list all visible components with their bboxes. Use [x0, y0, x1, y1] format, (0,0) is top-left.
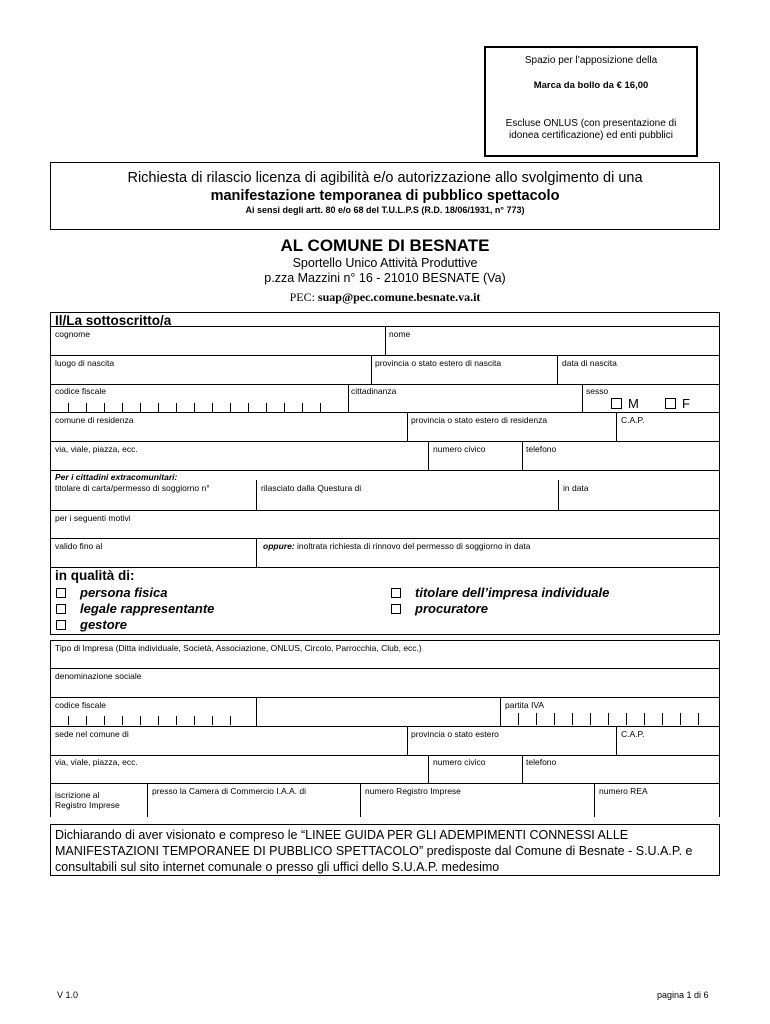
legale-label: legale rappresentante [80, 601, 215, 616]
recipient-name: AL COMUNE DI BESNATE [280, 236, 490, 255]
applicant-section-title: Il/La sottoscritto/a [55, 313, 172, 328]
qualita-legale[interactable] [56, 601, 214, 616]
version-label: V 1.0 [57, 990, 79, 1000]
stamp-line-2: Marca da bollo da € 16,00 [533, 80, 649, 91]
company-numero-civico-label: numero civico [433, 757, 486, 767]
sesso-label: sesso [586, 386, 609, 396]
recipient-pec [0, 290, 770, 305]
company-via-label: via, viale, piazza, ecc. [55, 757, 138, 767]
qualita-procuratore[interactable] [391, 601, 488, 616]
sesso-m-option[interactable] [611, 396, 639, 411]
checkbox-icon[interactable] [56, 604, 66, 614]
declaration-box: Dichiarando di aver visionato e compreso le “LINEE GUIDA PER GLI ADEMPIMENTI CONNESSI ALLE MANIFESTAZIONI TEMPORANEE DI PUBBLICO SPETTACOLO” predisposte dal Comune di Besnate - S.U.A.P. e consultabili sul sito internet comunale o presso gli uffici dello S.U.A.P. medesimo [50, 824, 720, 876]
pec-label: PEC: [289, 290, 315, 304]
qualita-gestore[interactable] [56, 617, 127, 632]
qualita-title: in qualità di: [55, 568, 135, 583]
oppure-label: oppure: [263, 541, 295, 551]
iscrizione-label-1: iscrizione al [55, 790, 100, 800]
checkbox-icon[interactable] [611, 398, 622, 409]
sesso-m-label: M [628, 396, 639, 411]
rilasciato-label: rilasciato dalla Questura di [261, 483, 362, 493]
iscrizione-label-2: Registro Imprese [55, 800, 120, 810]
company-provincia-label: provincia o stato estero [411, 729, 499, 739]
titolare-carta-label: titolare di carta/permesso di soggiorno n° [55, 483, 210, 493]
stamp-line-3: Escluse ONLUS (con presentazione di idonea certificazione) ed enti pubblici [505, 118, 677, 141]
tipo-impresa-label: Tipo di Impresa (Ditta individuale, Società, Associazione, ONLUS, Circolo, Parrocchia, Club, ecc.) [55, 643, 422, 653]
persona-fisica-label: persona fisica [80, 585, 168, 600]
numero-civico-label: numero civico [433, 444, 486, 454]
pec-value: suap@pec.comune.besnate.va.it [317, 290, 481, 304]
camera-label: presso la Camera di Commercio I.A.A. di [152, 786, 306, 796]
title-line-1: Richiesta di rilascio licenza di agibilità e/o autorizzazione allo svolgimento di una [127, 170, 643, 186]
qualita-titolare[interactable] [391, 585, 609, 600]
denominazione-label: denominazione sociale [55, 671, 142, 681]
checkbox-icon[interactable] [391, 588, 401, 598]
checkbox-icon[interactable] [665, 398, 676, 409]
provincia-residenza-label: provincia o stato estero di residenza [411, 415, 548, 425]
motivi-label: per i seguenti motivi [55, 513, 131, 523]
title-line-3: Ai sensi degli artt. 80 e/o 68 del T.U.L.P.S (R.D. 18/06/1931, n° 773) [245, 205, 525, 215]
provincia-nascita-label: provincia o stato estero di nascita [375, 358, 502, 368]
cognome-label: cognome [55, 329, 90, 339]
checkbox-icon[interactable] [56, 588, 66, 598]
codice-fiscale-label: codice fiscale [55, 386, 107, 396]
comune-residenza-label: comune di residenza [55, 415, 134, 425]
sede-label: sede nel comune di [55, 729, 129, 739]
company-codice-fiscale-label: codice fiscale [55, 700, 107, 710]
sesso-f-label: F [682, 396, 690, 411]
luogo-nascita-label: luogo di nascita [55, 358, 115, 368]
rinnovo-label: inoltrata richiesta di rinnovo del permesso di soggiorno in data [297, 541, 531, 551]
checkbox-icon[interactable] [56, 620, 66, 630]
in-data-label: in data [563, 483, 589, 493]
page-number: pagina 1 di 6 [657, 990, 709, 1000]
title-box [50, 162, 720, 230]
recipient-office: Sportello Unico Attività Produttive [292, 256, 478, 270]
stamp-box [484, 46, 698, 157]
sesso-f-option[interactable] [665, 396, 690, 411]
nome-label: nome [389, 329, 411, 339]
checkbox-icon[interactable] [391, 604, 401, 614]
recipient-address: p.zza Mazzini n° 16 - 21010 BESNATE (Va) [264, 271, 506, 285]
via-label: via, viale, piazza, ecc. [55, 444, 138, 454]
company-telefono-label: telefono [526, 757, 557, 767]
cap-label: C.A.P. [621, 415, 645, 425]
data-nascita-label: data di nascita [562, 358, 617, 368]
cittadinanza-label: cittadinanza [351, 386, 397, 396]
telefono-label: telefono [526, 444, 557, 454]
numero-registro-label: numero Registro Imprese [365, 786, 461, 796]
partita-iva-label: partita IVA [505, 700, 545, 710]
qualita-persona-fisica[interactable] [56, 585, 167, 600]
numero-rea-label: numero REA [599, 786, 648, 796]
gestore-label: gestore [80, 617, 127, 632]
stamp-line-1: Spazio per l’apposizione della [524, 55, 658, 66]
titolare-label: titolare dell’impresa individuale [415, 585, 610, 600]
company-cap-label: C.A.P. [621, 729, 645, 739]
title-line-2: manifestazione temporanea di pubblico spettacolo [210, 188, 560, 204]
rinnovo-row [263, 541, 530, 551]
procuratore-label: procuratore [415, 601, 488, 616]
extracomunitari-title: Per i cittadini extracomunitari: [55, 472, 178, 482]
valido-label: valido fino al [55, 541, 103, 551]
